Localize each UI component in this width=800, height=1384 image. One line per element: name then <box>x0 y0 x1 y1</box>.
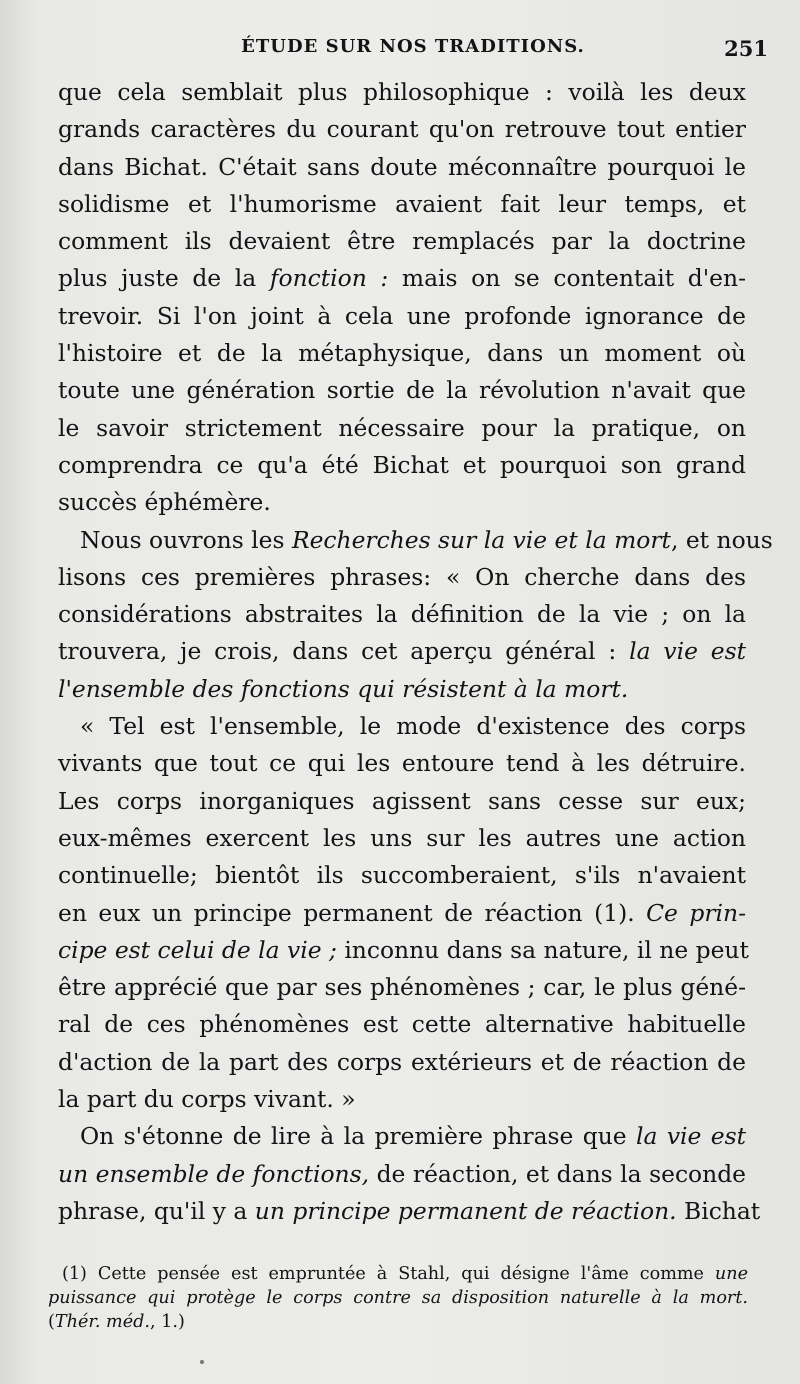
italic-fragment: un ensemble de fonctions, <box>58 1159 370 1188</box>
text-line: vivants que tout ce qui les entoure tend à les détruire. <box>58 749 746 778</box>
text-line: comprendra ce qu'a été Bichat et pourquoi son grand <box>58 450 746 479</box>
text-fragment: de réaction, et dans la seconde <box>376 1159 747 1188</box>
text-fragment: Bichat <box>684 1196 761 1225</box>
italic-fragment: Ce prin- <box>646 898 746 927</box>
text-fragment: en eux un principe permanent de réaction (1). <box>58 898 635 927</box>
italic-fragment: une <box>714 1264 748 1284</box>
text-line <box>58 260 746 297</box>
footnote <box>48 1262 748 1334</box>
text-line: solidisme et l'humorisme avaient fait leur temps, et <box>58 189 746 218</box>
text-line: l'histoire et de la métaphysique, dans un moment où <box>58 339 746 368</box>
text-line: toute une génération sortie de la révolution n'avait que <box>58 376 746 405</box>
text-line: le savoir strictement nécessaire pour la pratique, on <box>58 413 746 442</box>
running-title: ÉTUDE SUR NOS TRADITIONS. <box>241 36 585 57</box>
text-line: continuelle; bientôt ils succomberaient, s'ils n'avaient <box>58 861 746 890</box>
text-line <box>58 932 749 969</box>
print-speck <box>200 1360 204 1364</box>
text-fragment: ( <box>48 1312 55 1332</box>
text-line: eux-mêmes exercent les uns sur les autres une action <box>58 823 746 852</box>
text-fragment: trouvera, je crois, dans cet aperçu général : <box>58 637 617 666</box>
text-line <box>58 522 773 559</box>
text-fragment: , 1.) <box>149 1312 185 1332</box>
text-line <box>58 895 746 932</box>
text-line: la part du corps vivant. » <box>58 1085 356 1114</box>
page-number: 251 <box>724 36 768 61</box>
text-line <box>58 1156 746 1193</box>
text-line: dans Bichat. C'était sans doute méconnaître pourquoi le <box>58 152 746 181</box>
italic-fragment: un principe permanent de réaction. <box>254 1196 677 1225</box>
text-line: être apprécié que par ses phénomènes ; car, le plus géné- <box>58 973 746 1002</box>
text-line <box>58 671 746 708</box>
text-line: trevoir. Si l'on joint à cela une profonde ignorance de <box>58 301 746 330</box>
footnote-line <box>48 1262 748 1286</box>
text-line: d'action de la part des corps extérieurs et de réaction de <box>58 1047 746 1076</box>
italic-fragment: cipe est celui de la vie ; <box>58 935 337 964</box>
text-line <box>58 1118 746 1155</box>
italic-fragment: Recherches sur la vie et la mort <box>291 525 671 554</box>
text-line <box>58 1193 761 1230</box>
text-fragment: phrase, qu'il y a <box>58 1196 248 1225</box>
text-fragment: mais on se contentait d'en- <box>401 264 746 293</box>
italic-fragment: puissance qui protège le corps contre sa disposition naturelle à la mort. <box>48 1288 748 1308</box>
italic-fragment: fonction : <box>269 264 389 293</box>
text-line: considérations abstraites la définition de la vie ; on la <box>58 600 746 629</box>
text-line: que cela semblait plus philosophique : voilà les deux <box>58 78 746 106</box>
text-line: lisons ces premières phrases: « On cherche dans des <box>58 562 746 591</box>
text-line: ral de ces phénomènes est cette alternative habituelle <box>58 1010 746 1039</box>
text-fragment: inconnu dans sa nature, il ne peut <box>344 935 749 964</box>
body-text <box>58 74 773 1230</box>
footnote-line <box>48 1310 748 1334</box>
running-head <box>58 36 768 66</box>
text-line: « Tel est l'ensemble, le mode d'existence des corps <box>80 712 746 741</box>
text-fragment: , et nous <box>670 525 773 554</box>
text-line: comment ils devaient être remplacés par la doctrine <box>58 227 746 256</box>
text-line: Les corps inorganiques agissent sans cesse sur eux; <box>58 786 746 815</box>
text-line <box>58 633 746 670</box>
italic-fragment: la vie est <box>629 637 746 666</box>
text-line: grands caractères du courant qu'on retrouve tout entier <box>58 115 746 144</box>
text-fragment: plus juste de la <box>58 264 257 293</box>
text-fragment: (1) Cette pensée est empruntée à Stahl, qui désigne l'âme comme <box>62 1264 704 1284</box>
italic-fragment: la vie est <box>636 1122 746 1151</box>
footnote-line <box>48 1286 748 1310</box>
italic-fragment: l'ensemble des fonctions qui résistent à la mort. <box>58 674 629 703</box>
italic-fragment: Thér. méd. <box>54 1312 150 1332</box>
text-fragment: On s'étonne de lire à la première phrase que <box>80 1122 627 1151</box>
text-fragment: Nous ouvrons les <box>80 525 285 554</box>
text-line: succès éphémère. <box>58 488 271 517</box>
